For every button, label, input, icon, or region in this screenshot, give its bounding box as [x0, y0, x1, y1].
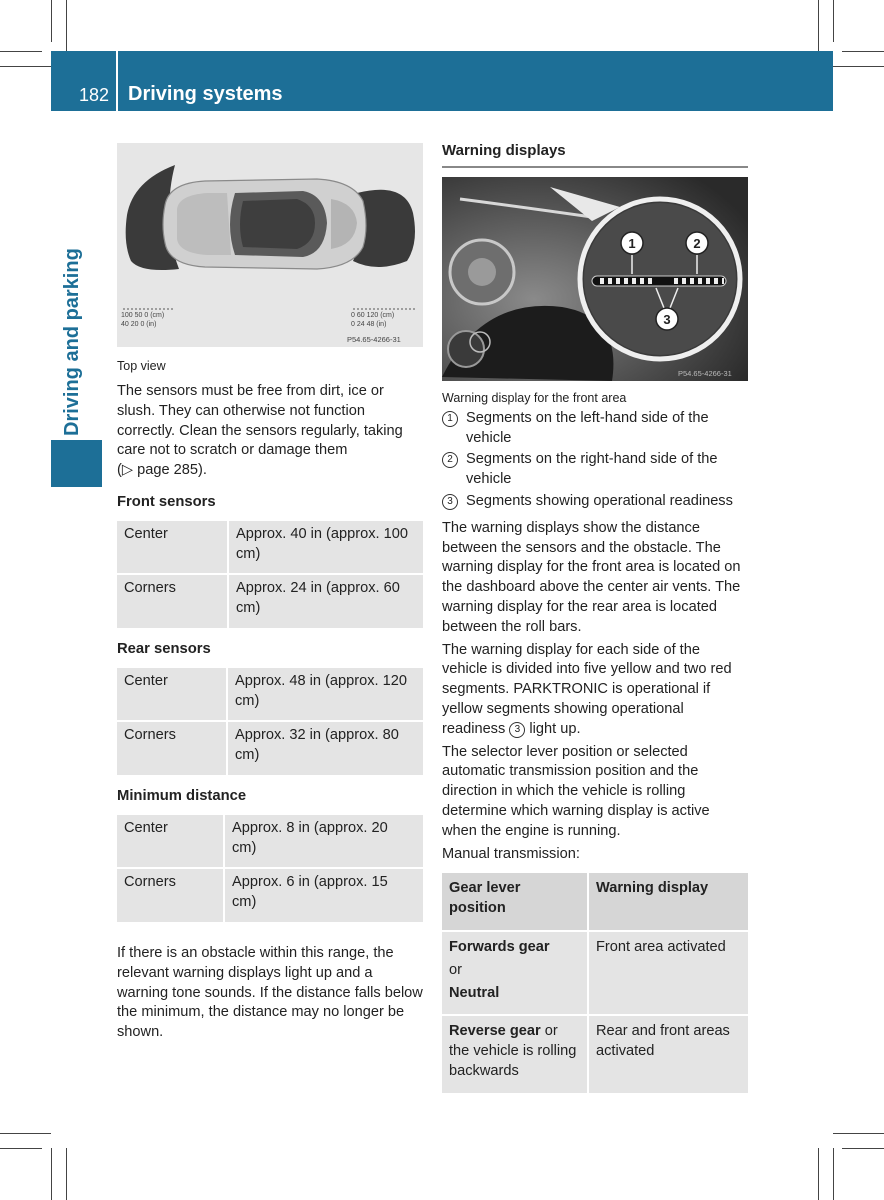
row-value: Approx. 40 in (approx. 100 cm): [228, 521, 423, 575]
figure-caption: Top view: [117, 359, 166, 373]
rear-sensors-heading: Rear sensors: [117, 640, 211, 657]
figure-caption: Warning display for the front area: [442, 390, 627, 405]
callout-1: 1: [628, 235, 636, 251]
legend-list: [442, 409, 748, 512]
section-title: Driving systems: [128, 83, 283, 105]
row-label: Corners: [117, 721, 227, 776]
intro-paragraph: [117, 382, 423, 481]
list-item: [442, 409, 748, 449]
item-text: Segments showing operational readiness: [466, 492, 733, 509]
inline-number: 3: [509, 722, 525, 738]
front-scale-cm: 100 50 0 (cm): [121, 312, 165, 319]
gear-label: Forwards gear: [449, 938, 550, 955]
row-label: Center: [117, 668, 227, 722]
page-header: [51, 51, 833, 111]
intro-text: The sensors must be free from dirt, ice or slush. They can otherwise not function correctly. Clean the sensors regularly, taking care not to scratch or damage them: [117, 383, 403, 459]
crop-mark: [818, 0, 819, 51]
crop-mark: [842, 51, 884, 52]
page-number: 182: [79, 85, 110, 105]
table-row: [117, 668, 423, 722]
crop-mark: [66, 1148, 67, 1200]
front-sensors-table: [117, 521, 423, 630]
crop-mark: [51, 0, 52, 42]
header-divider: [116, 51, 118, 111]
rear-scale-in: 0 24 48 (in): [351, 321, 387, 328]
front-scale-in: 40 20 0 (in): [121, 321, 157, 328]
table-row: [442, 931, 748, 1015]
body-paragraph: The selector lever position or selected automatic transmission position and the direction in which the vehicle is rolling determine which warning display is active when the engine is running.: [442, 743, 710, 839]
page-reference-link[interactable]: (▷ page 285).: [117, 462, 207, 479]
gear-label: Reverse gear: [449, 1023, 541, 1040]
row-value: Approx. 24 in (approx. 60 cm): [228, 574, 423, 629]
table-row: [117, 521, 423, 575]
table-row: [117, 868, 423, 923]
left-column: [117, 143, 423, 1043]
crop-mark: [66, 0, 67, 51]
outro-paragraph: If there is an obstacle within this range, the relevant warning displays light up and a warning tone sounds. If the distance falls below the minimum, the distance may no longer be shown.: [117, 944, 423, 1041]
item-text: Segments on the right-hand side of the vehicle: [466, 451, 718, 488]
gear-table: [442, 873, 748, 1094]
table-cell: Rear and front areas activated: [588, 1015, 748, 1093]
minimum-distance-table: [117, 815, 423, 924]
gear-description: or the vehicle is rolling backwards: [449, 1023, 577, 1079]
crop-mark: [833, 66, 884, 67]
car-top-view-illustration: [117, 143, 423, 347]
rear-scale-cm: 0 60 120 (cm): [351, 312, 395, 319]
minimum-distance-heading: Minimum distance: [117, 787, 247, 804]
top-view-figure: [117, 143, 423, 347]
item-text: Segments on the left-hand side of the vehicle: [466, 409, 709, 446]
figure-reference: P54.65-4266-31: [678, 368, 732, 378]
right-column: [442, 141, 748, 1095]
crop-mark: [0, 1133, 51, 1134]
side-tab: [51, 440, 102, 487]
crop-mark: [842, 1148, 884, 1149]
table-cell: [442, 1015, 588, 1093]
row-value: Approx. 8 in (approx. 20 cm): [224, 815, 423, 869]
row-value: Approx. 6 in (approx. 15 cm): [224, 868, 423, 923]
paragraph-text: light up.: [529, 720, 581, 737]
crop-mark: [818, 1148, 819, 1200]
warning-displays-heading: Warning displays: [442, 141, 748, 168]
item-number: 1: [442, 411, 458, 427]
dashboard-illustration: [442, 177, 748, 381]
callout-2: 2: [693, 235, 701, 251]
table-cell: Front area activated: [588, 931, 748, 1015]
body-paragraph: Manual transmission:: [442, 845, 580, 862]
row-label: Center: [117, 815, 224, 869]
row-label: Corners: [117, 574, 228, 629]
crop-mark: [833, 1133, 884, 1134]
column-header: Warning display: [588, 873, 748, 931]
row-value: Approx. 32 in (approx. 80 cm): [227, 721, 423, 776]
crop-mark: [51, 1148, 52, 1200]
crop-mark: [833, 0, 834, 42]
gear-label: Neutral: [449, 984, 500, 1001]
table-row: [117, 574, 423, 629]
item-number: 2: [442, 452, 458, 468]
body-paragraph: [442, 641, 748, 740]
body-paragraph: The warning displays show the distance between the sensors and the obstacle. The warning display for the front area is located on the dashboard above the center air vents. The warning display for the rear area is located between the roll bars.: [442, 519, 741, 635]
warning-display-figure: [442, 177, 748, 381]
rear-sensors-table: [117, 668, 423, 777]
crop-mark: [0, 1148, 42, 1149]
chapter-label: Driving and parking: [61, 248, 83, 436]
front-sensors-heading: Front sensors: [117, 493, 216, 510]
crop-mark: [833, 1148, 834, 1200]
table-row: [442, 1015, 748, 1093]
column-header: Gear lever position: [442, 873, 588, 931]
list-item: [442, 492, 748, 512]
list-item: [442, 450, 748, 490]
table-row: [117, 815, 423, 869]
table-row: [117, 721, 423, 776]
table-header-row: [442, 873, 748, 931]
gear-conjunction: or: [449, 961, 462, 978]
crop-mark: [0, 51, 42, 52]
crop-mark: [0, 66, 51, 67]
table-cell: [442, 931, 588, 1015]
item-number: 3: [442, 494, 458, 510]
row-label: Center: [117, 521, 228, 575]
row-value: Approx. 48 in (approx. 120 cm): [227, 668, 423, 722]
figure-reference: P54.65-4266-31: [347, 335, 401, 344]
row-label: Corners: [117, 868, 224, 923]
paragraph-text: The warning display for each side of the vehicle is divided into five yellow and two red segments. PARKTRONIC is operational if yellow segments showing operational readiness: [442, 641, 732, 737]
callout-3: 3: [663, 311, 671, 327]
